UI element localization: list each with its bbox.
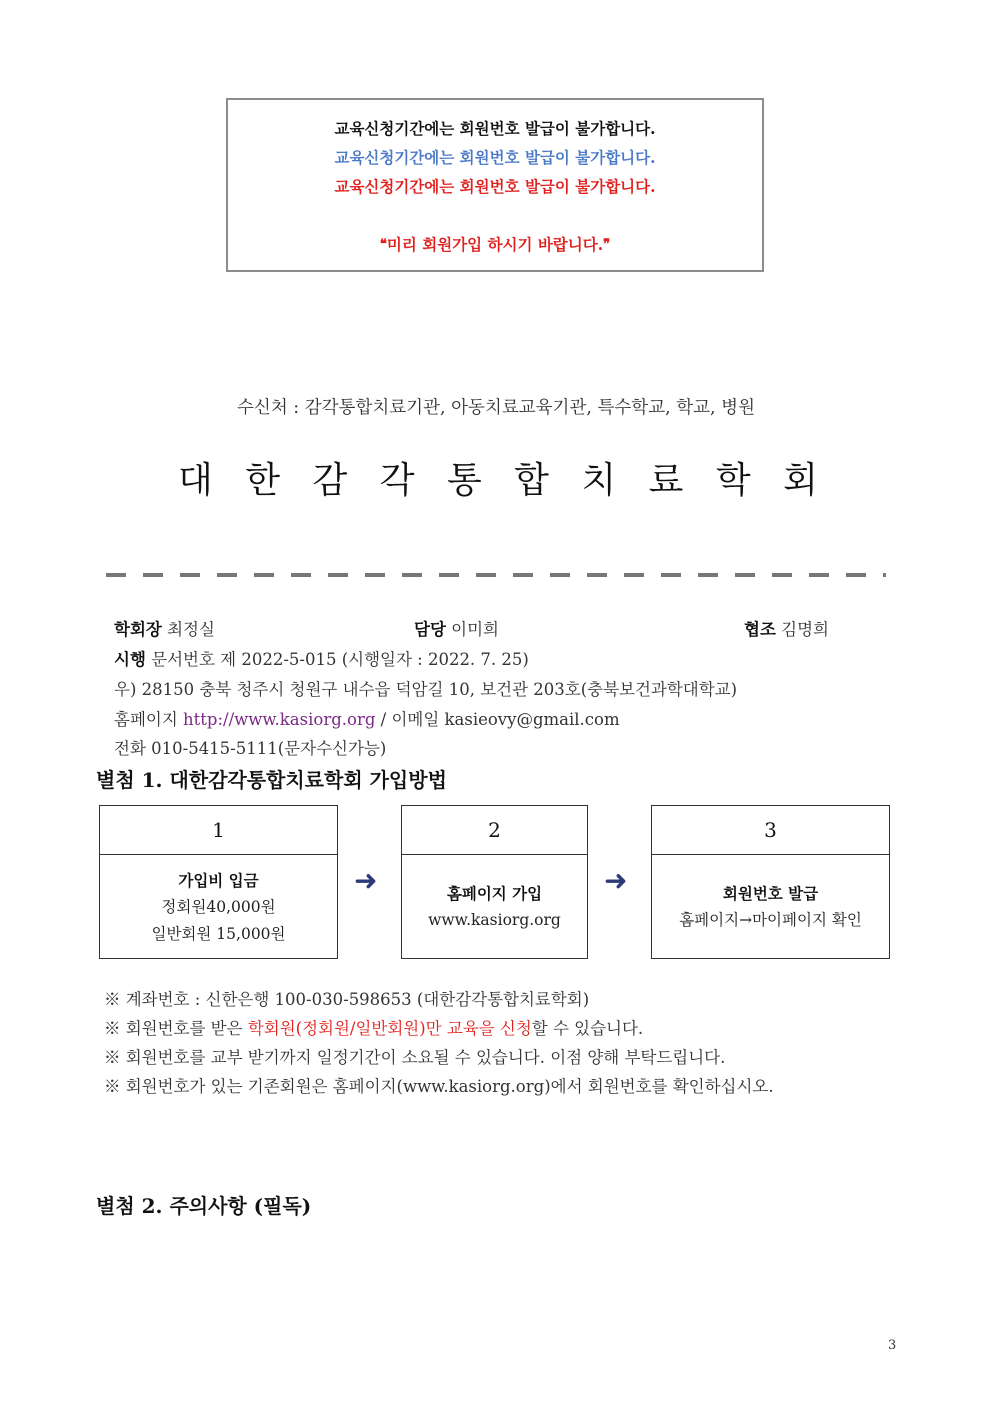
homepage-label: 홈페이지 [114,710,178,729]
org-char: 한 [245,460,281,501]
note-eligibility [104,1015,643,1039]
email-text: / 이메일 kasieovy@gmail.com [380,710,620,729]
step-box [99,805,338,959]
organization-title [178,452,818,503]
notice-line-blue: 교육신청기간에는 회원번호 발급이 불가합니다. [334,148,656,167]
cooperation [744,616,829,640]
step-detail: 홈페이지→마이페이지 확인 [679,911,862,929]
address-line: 우) 28150 충북 청주시 청원구 내수읍 덕암길 10, 보건관 203호(충북보건과학대학교) [114,680,738,699]
note-eligibility-post: 할 수 있습니다. [531,1019,644,1038]
note-existing-members: ※ 회원번호가 있는 기존회원은 홈페이지(www.kasiorg.org)에서 회원번호를 확인하십시오. [104,1077,774,1096]
step-body [100,855,337,959]
note-eligibility-pre: ※ 회원번호를 받은 [104,1019,248,1038]
manager-name: 이미희 [451,620,499,639]
arrow-right-icon: ➜ [604,864,628,897]
attachment1-heading: 별첨 1. 대한감각통합치료학회 가입방법 [96,768,447,792]
step-number: 3 [652,806,889,855]
org-char: 회 [783,460,818,501]
homepage-link[interactable]: http://www.kasiorg.org [183,710,376,729]
homepage-line [114,706,620,730]
note-account: ※ 계좌번호 : 신한은행 100-030-598653 (대한감각통합치료학회) [104,990,590,1009]
notice-message [228,233,762,255]
president [114,616,215,640]
notice-message-text: 미리 회원가입 하시기 바랍니다. [386,235,604,254]
note-duration: ※ 회원번호를 교부 받기까지 일정기간이 소요될 수 있습니다. 이점 양해 부탁드립니다. [104,1048,726,1067]
step-title: 회원번호 발급 [722,884,819,903]
step-title: 홈페이지 가입 [446,884,543,903]
page-number: 3 [888,1338,897,1353]
org-char: 료 [648,460,684,501]
cooperation-label: 협조 [744,620,776,639]
step-detail: 정회원40,000원 [161,897,276,916]
step-title: 가입비 입금 [178,870,259,890]
org-char: 각 [379,460,415,501]
phone-line: 전화 010-5415-5111(문자수신가능) [114,739,387,758]
quote-close-icon: ❞ [603,237,611,252]
notice-line-red: 교육신청기간에는 회원번호 발급이 불가합니다. [334,177,656,196]
step-detail: 일반회원 15,000원 [151,924,286,943]
manager [414,616,499,640]
org-char: 통 [446,460,482,501]
org-char: 합 [514,460,549,501]
step-box [401,805,588,959]
arrow-right-icon: ➜ [354,864,378,897]
dashed-divider [106,573,886,577]
org-char: 감 [312,460,348,501]
manager-label: 담당 [414,620,446,639]
cooperation-name: 김명희 [781,620,829,639]
org-char: 대 [178,460,213,501]
notice-line-black: 교육신청기간에는 회원번호 발급이 불가합니다. [334,119,656,138]
step-number: 1 [100,806,337,855]
president-label: 학회장 [114,620,162,639]
note-eligibility-highlight: 학회원(정회원/일반회원)만 교육을 신청 [247,1019,532,1038]
org-char: 학 [715,460,751,501]
enforcement-label: 시행 [114,650,146,669]
step-body [402,855,587,959]
president-name: 최정실 [167,620,215,639]
quote-open-icon: ❝ [379,237,387,252]
step-body [652,855,889,959]
step-box [651,805,890,959]
enforcement-line [114,646,529,670]
attachment2-heading: 별첨 2. 주의사항 (필독) [96,1194,312,1218]
step-detail: www.kasiorg.org [428,911,561,929]
recipient-line: 수신처 : 감각통합치료기관, 아동치료교육기관, 특수학교, 학교, 병원 [237,398,755,418]
step-number: 2 [402,806,587,855]
notice-box [226,98,764,272]
org-char: 치 [581,460,617,501]
enforcement-text: 문서번호 제 2022-5-015 (시행일자 : 2022. 7. 25) [151,650,529,669]
